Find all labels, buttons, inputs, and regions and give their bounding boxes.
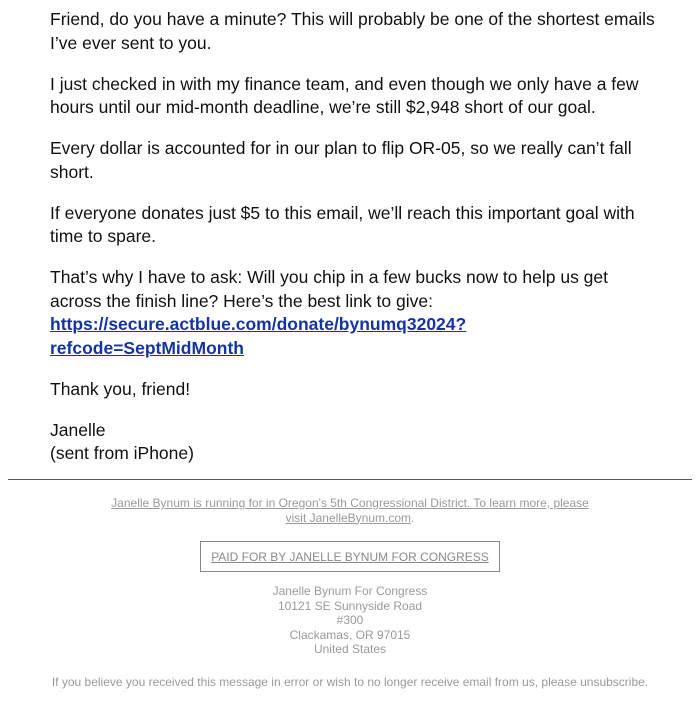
thanks-text: Thank you, friend! — [50, 378, 191, 399]
donate-link[interactable] — [50, 314, 466, 358]
signature-name: Janelle — [50, 419, 106, 440]
donate-link-line2: refcode=SeptMidMonth — [50, 337, 244, 358]
disclaimer-period: . — [411, 510, 415, 525]
address-suite: #300 — [336, 613, 364, 627]
finance-paragraph: I just checked in with my finance team, and even though we only have a few hours until our mid-month deadline, we’re still $2,948 short of our goal. — [50, 73, 639, 117]
ask-text: That’s why I have to ask: Will you chip in a few bucks now to help us get across the finish line? Here’s the best link to give: — [50, 267, 609, 311]
address-city: Clackamas, OR 97015 — [289, 627, 411, 642]
paid-for-link[interactable]: PAID FOR BY JANELLE BYNUM FOR CONGRESS — [211, 550, 489, 564]
mailing-address — [0, 584, 700, 657]
intro-paragraph: Friend, do you have a minute? This will probably be one of the shortest emails I’ve ever sent to you. — [50, 9, 655, 53]
signature-note: (sent from iPhone) — [50, 443, 194, 463]
footer-divider — [8, 479, 692, 480]
unsubscribe-text: If you believe you received this message in error or wish to no longer receive email from us, please unsubscribe. — [51, 674, 649, 689]
email-footer — [0, 496, 700, 689]
disclaimer-link[interactable]: Janelle Bynum is running for in Oregon's 5th Congressional District. To learn more, please visit JanelleBynum.com — [111, 496, 589, 525]
disclaimer — [105, 496, 595, 525]
signature — [50, 419, 660, 466]
ask-paragraph — [50, 266, 660, 360]
address-country: United States — [313, 642, 387, 656]
donate-link-line1: https://secure.actblue.com/donate/bynumq32024? — [50, 314, 467, 334]
donate-five-paragraph: If everyone donates just $5 to this email, we’ll reach this important goal with time to spare. — [50, 202, 635, 246]
address-org: Janelle Bynum For Congress — [272, 584, 428, 598]
plan-paragraph: Every dollar is accounted for in our plan to flip OR-05, so we really can’t fall short. — [50, 138, 632, 182]
paid-for-box — [200, 541, 500, 572]
address-street: 10121 SE Sunnyside Road — [277, 598, 423, 613]
email-body — [50, 8, 660, 466]
